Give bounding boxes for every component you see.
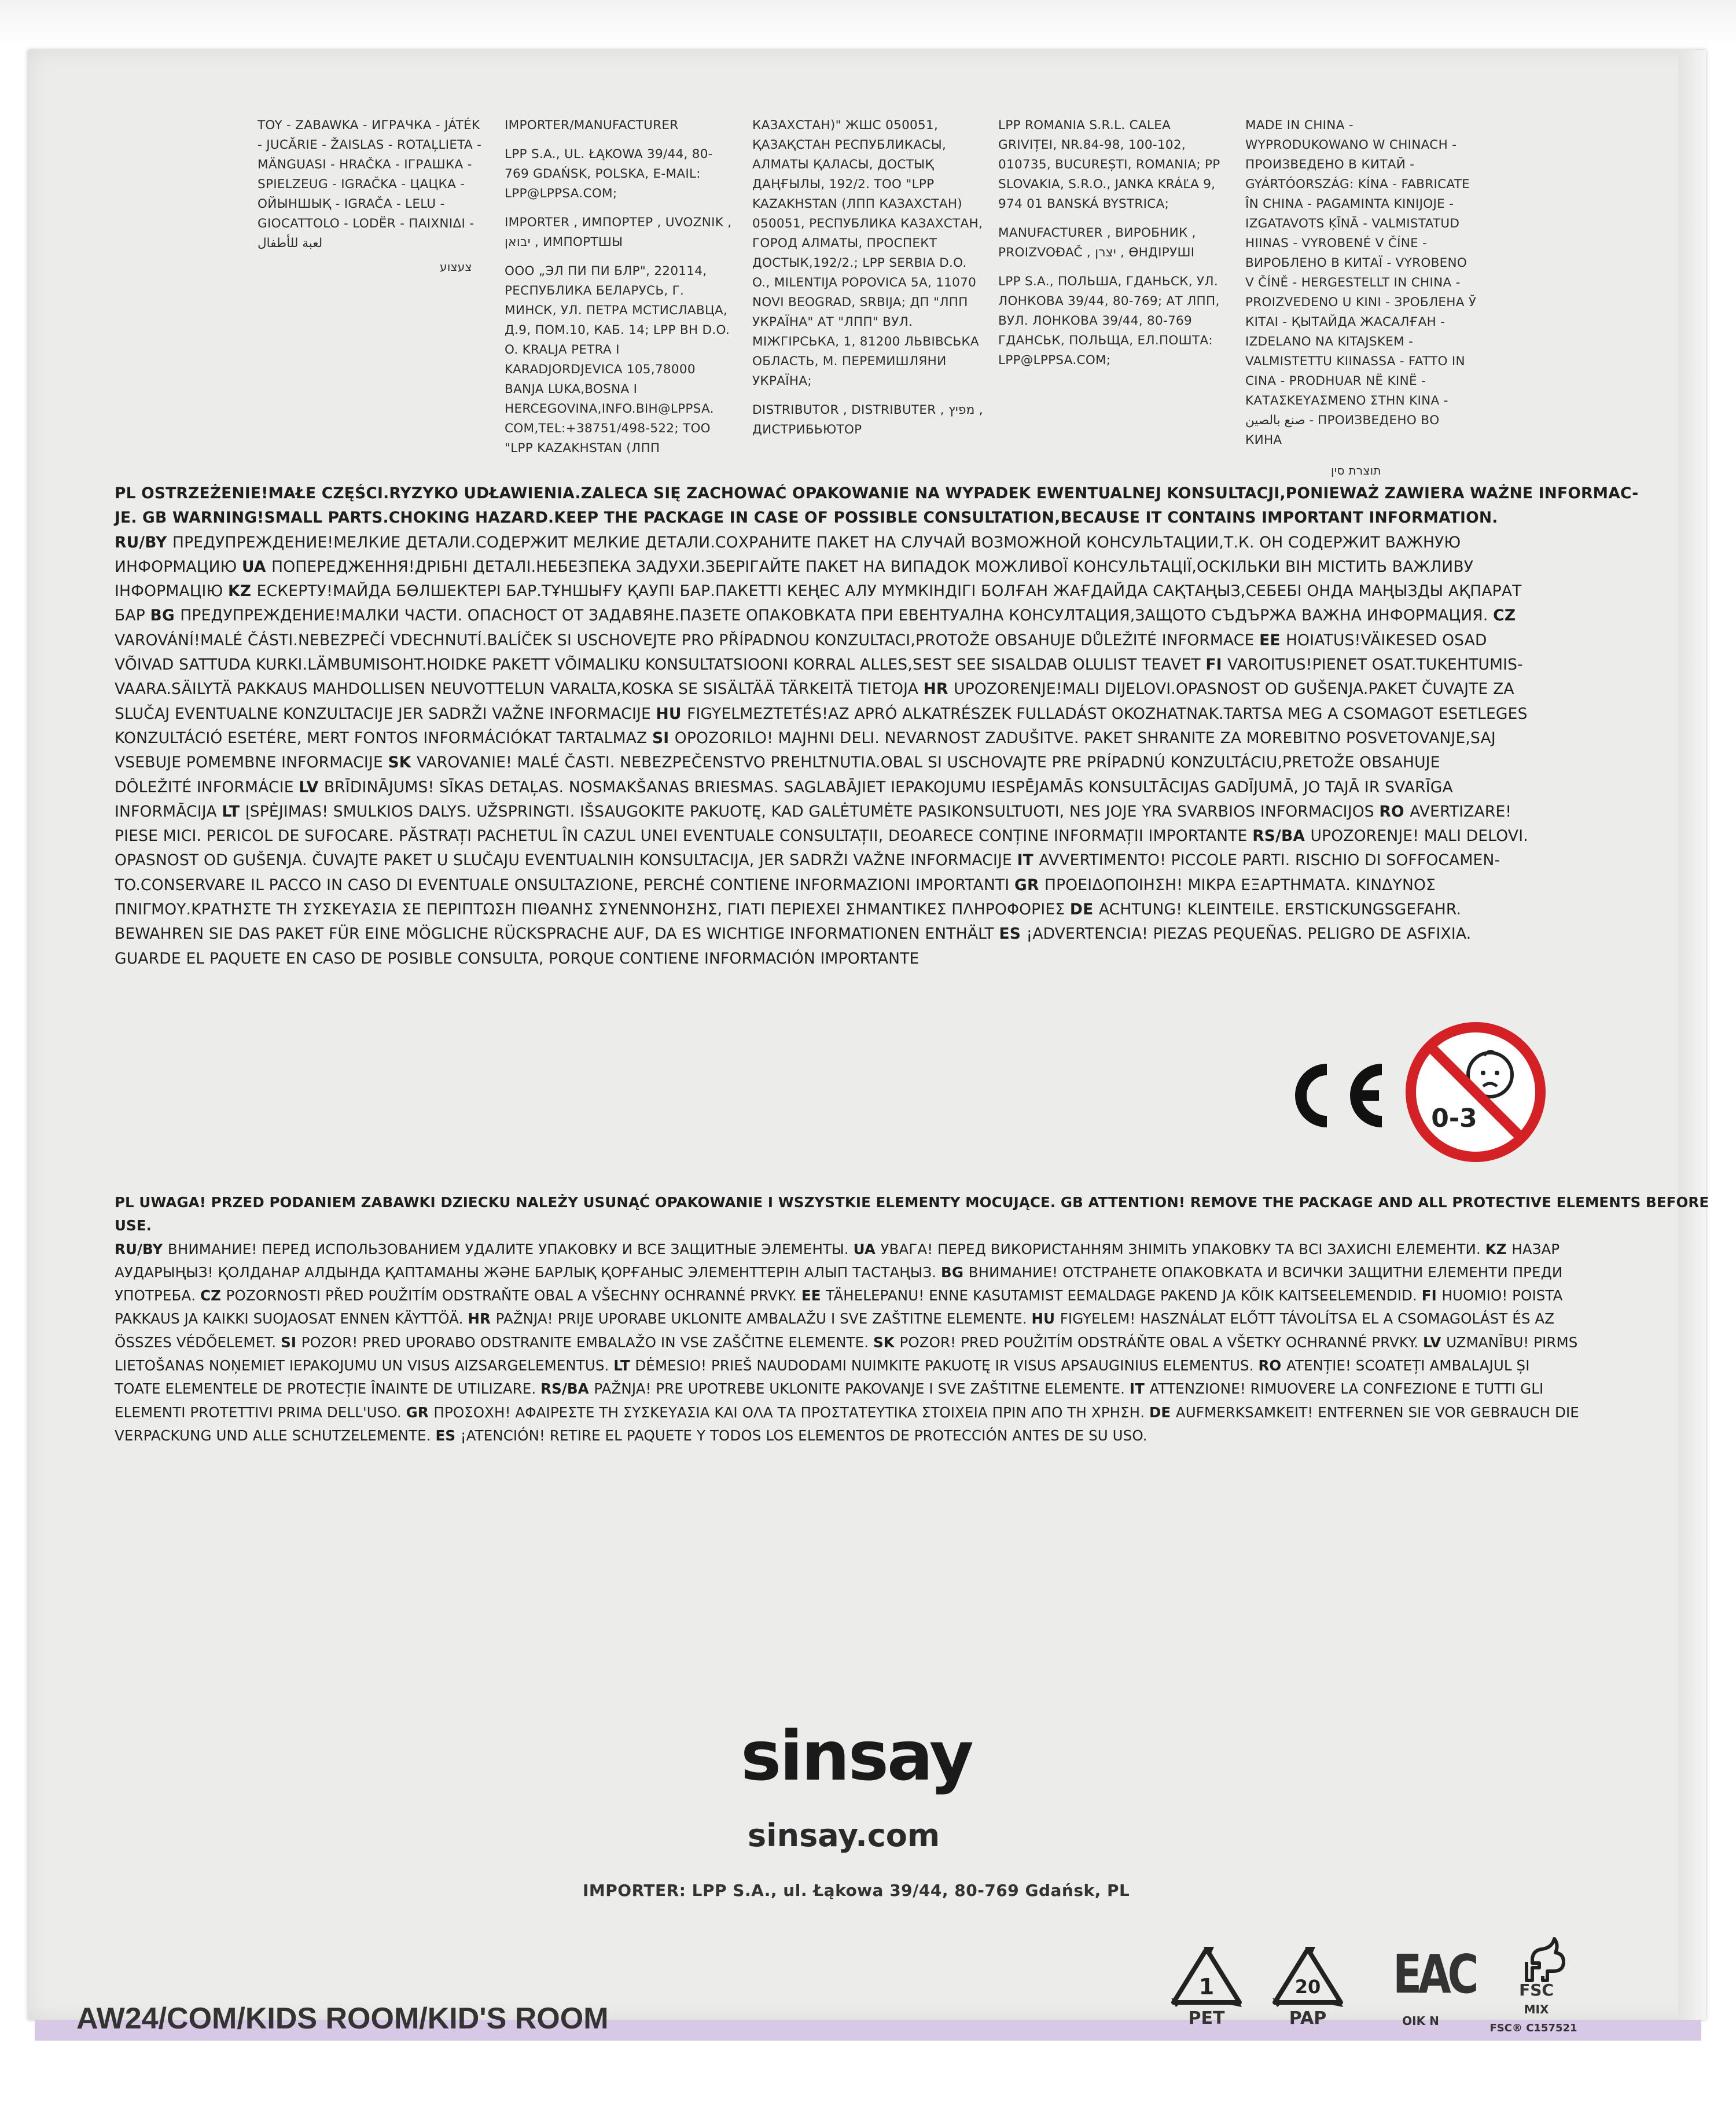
romania-manufacturer-column: [998, 116, 1220, 370]
warning-text: GUARDE EL PAQUETE EN CASO DE POSIBLE CONSULTA, PORQUE CONTIENE INFORMACIÓN IMPORTANTE: [115, 949, 920, 968]
label-line: ДАҢҒЫЛЫ, 192/2. ТОО "LPP: [752, 177, 935, 192]
warning-text: VÕIVAD SATTUDA KURKI.LÄMBUMISOHT.HOIDKE PAKETT VÕIMALIKU KONSULTATSIOONI KORRAL ALLES,SEST SEE SISALDAB OLULIST TEAVET: [115, 656, 1206, 674]
label-line: ОБЛАСТЬ, М. ПЕРЕМИШЛЯНИ: [752, 354, 947, 369]
warning-text: ПРЕДУПРЕЖДЕНИЕ!МЕЛКИЕ ДЕТАЛИ.СОДЕРЖИТ МЕЛКИЕ ДЕТАЛИ.СОХРАНИТЕ ПАКЕТ НА СЛУЧАЙ ВОЗМОЖНОЙ КОНСУЛЬТАЦИИ,Т.К. ОН СОДЕРЖИТ ВАЖНУЮ: [172, 533, 1461, 552]
warning-text: БАР: [115, 607, 150, 625]
label-line: COM,TEL:+38751/498-522; ТОО: [505, 421, 711, 436]
warning-text: DĖMESIO! PRIEŠ NAUDODAMI NUIMKITE PAKUOTĘ IR VISUS APSAUGINIUS ELEMENTUS.: [635, 1357, 1259, 1374]
warning-text: ВНИМАНИЕ! ОТСТРАНЕТЕ ОПАКОВКАТА И ВСИЧКИ ЗАЩИТНИ ЕЛЕМЕНТИ ПРЕДИ: [968, 1263, 1563, 1281]
warning-line: [115, 800, 1590, 824]
warning-text: ПОПЕРЕДЖЕННЯ!ДРІБНІ ДЕТАЛІ.НЕБЕЗПЕКА ЗАДУХИ.ЗБЕРІГАЙТЕ ПАКЕТ НА ВИПАДОК МОЖЛИВОЇ КОНСУЛЬТАЦІЇ,ОСКІЛЬКИ ВІН МІСТИТЬ ВАЖЛИВУ: [271, 557, 1474, 576]
warning-language-code: ES: [999, 925, 1027, 943]
warning-language-code: SI: [652, 729, 675, 747]
warning-text: AVVERTIMENTO! PICCOLE PARTI. RISCHIO DI SOFFOCAMEN-: [1039, 851, 1500, 870]
label-line: V ČÍNĚ - HERGESTELLT IN CHINA -: [1245, 275, 1461, 290]
warning-line: [115, 776, 1590, 800]
warning-line: [115, 751, 1590, 775]
warning-text: HOIATUS!VÄIKESED OSAD: [1286, 631, 1487, 649]
label-line: ДИСТРИБЬЮТОР: [752, 422, 862, 437]
fsc-license-code: FSC® C157521: [1489, 2022, 1577, 2034]
label-line: МИНСК, УЛ. ПЕТРА МСТИСЛАВЦА,: [505, 303, 728, 318]
warning-language-code: GR: [406, 1403, 434, 1421]
label-line: WYPRODUKOWANO W CHINACH -: [1245, 138, 1457, 152]
warning-text: AUFMERKSAMKEIT! ENTFERNEN SIE VOR GEBRAUCH DIE: [1175, 1403, 1579, 1421]
warning-language-code: RS/BA: [540, 1380, 594, 1398]
warning-language-code: RO: [1379, 802, 1410, 821]
warning-line: [115, 629, 1590, 653]
warning-text: ΠΝΙΓΜΟΥ.ΚΡΑΤΗΣΤΕ ΤΗ ΣΥΣΚΕΥΑΣΙΑ ΣΕ ΠΕΡΙΠΤΩΣΗ ΠΙΘΑΝΗΣ ΣΥΝΕΝΝΟΗΣΗΣ, ΓΙΑΤΙ ΠΕΡΙΕΧΕΙ ΣΗΜΑΝΤΙΚΕΣ ΠΛΗΡΟΦΟΡΙΕΣ: [115, 901, 1070, 919]
label-line: GRIVIȚEI, NR.84-98, 100-102,: [998, 138, 1186, 152]
warning-line: [115, 531, 1590, 555]
label-line: GIOCATTOLO - LODËR - ΠΑΙΧΝΙΔΙ -: [258, 216, 475, 231]
warning-line: [115, 1191, 1709, 1214]
label-line: TOY - ZABAWKA - ИГРАЧКА - JÁTÉK: [258, 118, 480, 133]
warning-line: [115, 726, 1590, 751]
warning-language-code: HU: [1031, 1310, 1060, 1328]
warning-line: [115, 824, 1590, 848]
warning-language-code: RU/BY: [115, 1240, 168, 1258]
warning-text: ATTENZIONE! RIMUOVERE LA CONFEZIONE E TUTTI GLI: [1149, 1380, 1544, 1398]
label-line: УКРАЇНА" АТ "ЛПП" ВУЛ.: [752, 315, 913, 329]
label-line: LPP@LPPSA.COM;: [998, 353, 1111, 367]
warning-text: ATENȚIE! SCOATEȚI AMBALAJUL ȘI: [1286, 1357, 1530, 1374]
fsc-label: FSC: [1519, 1980, 1554, 2000]
label-line: O. KRALJA PETRA I: [505, 343, 620, 357]
toy-translations-column: [258, 116, 481, 253]
label-line: صنع بالصين - ПРОИЗВЕДЕНО ВО: [1245, 413, 1440, 428]
warning-text: VERPACKUNG UND ALLE SCHUTZELEMENTE.: [115, 1427, 436, 1444]
warning-text: УПОТРЕБА.: [115, 1287, 200, 1304]
warning-language-code: SI: [281, 1333, 301, 1351]
label-line: O., MILENTIJA POPOVICA 5A, 11070: [752, 275, 977, 290]
warning-text: VAARA.SÄILYTÄ PAKKAUS MAHDOLLISEN NEUVOTTELUN VARALTA,KOSKA SE SISÄLTÄÄ TÄRKEITÄ TIETOJA: [115, 680, 924, 699]
age-range-text: 0-3: [1431, 1104, 1477, 1133]
label-line: GYÁRTÓORSZÁG: KÍNA - FABRICATE: [1245, 177, 1470, 192]
label-line: ВУЛ. ЛОНКОВА 39/44, 80-769: [998, 314, 1193, 328]
warning-language-code: UA: [242, 557, 272, 576]
label-line: ПРОИЗВЕДЕНО В КИТАЙ -: [1245, 157, 1415, 172]
warning-text: PAKKAUS JA KAIKKI SUOJAOSAT ENNEN KÄYTTÖÄ.: [115, 1310, 468, 1328]
importer-address: IMPORTER: LPP S.A., ul. Łąkowa 39/44, 80-769 Gdańsk, PL: [583, 1881, 1130, 1900]
warning-language-code: DE: [1069, 901, 1099, 919]
warning-language-code: CZ: [200, 1287, 226, 1304]
label-line: - JUCĂRIE - ŽAISLAS - ROTAĻLIETA -: [258, 138, 482, 152]
label-line: MÄNGUASI - HRAČKA - ІГРАШКА -: [258, 157, 472, 172]
warning-text: POZOR! PRED UPORABO ODSTRANITE EMBALAŽO IN VSE ZAŠČITNE ELEMENTE.: [301, 1333, 874, 1351]
warning-text: TOATE ELEMENTELE DE PROTECȚIE ÎNAINTE DE UTILIZARE.: [115, 1380, 541, 1398]
warning-text: AVERTIZARE!: [1410, 802, 1512, 821]
warning-language-code: KZ: [228, 582, 257, 601]
label-line: NOVI BEOGRAD, SRBIJA; ДП "ЛПП: [752, 295, 968, 310]
recycling-pap-number: 20: [1294, 1976, 1321, 1998]
warning-language-code: SK: [873, 1333, 900, 1351]
label-line: ЛОНКОВА 39/44, 80-769; АТ ЛПП,: [998, 294, 1220, 308]
warning-line: [115, 604, 1590, 628]
warning-language-code: KZ: [1485, 1240, 1512, 1258]
warning-text: УВАГА! ПЕРЕД ВИКОРИСТАННЯМ ЗНІМІТЬ УПАКОВКУ ТА ВСІ ЗАХИСНІ ЕЛЕМЕНТИ.: [880, 1240, 1485, 1258]
warning-text: KONZULTÁCIÓ ESETÉRE, MERT FONTOS INFORMÁCIÓKAT TARTALMAZ: [115, 729, 653, 747]
warning-text: INFORMĀCIJA: [115, 802, 222, 821]
label-line: HIINAS - VYROBENÉ V ČÍNE -: [1245, 236, 1428, 251]
warning-language-code: HR: [923, 680, 954, 699]
label-line: ГОРОД АЛМАТЫ, ПРОСПЕКТ: [752, 236, 937, 251]
warning-text: DÔLEŽITÉ INFORMÁCIE: [115, 778, 299, 796]
warning-line: [115, 506, 1590, 530]
warning-language-code: RU/BY: [115, 533, 172, 552]
warning-line: [115, 1331, 1590, 1354]
warning-text: PAŽNJA! PRIJE UPORABE UKLONITE AMBALAŽU I SVE ZAŠTITNE ELEMENTE.: [495, 1310, 1032, 1328]
warning-text: HUOMIO! POISTA: [1441, 1287, 1563, 1304]
warning-line: [115, 579, 1590, 604]
warning-language-code: LV: [1423, 1333, 1447, 1351]
warning-text: PAŽNJA! PRE UPOTREBE UKLONITE PAKOVANJE I SVE ZAŠTITNE ELEMENTE.: [594, 1380, 1130, 1398]
warning-language-code: HU: [656, 704, 687, 723]
warning-line: [115, 1261, 1590, 1284]
label-line: LPP S.A., ПОЛЬША, ГДАНЬСК, УЛ.: [998, 274, 1219, 289]
warning-language-code: PL OSTRZEŻENIE!MAŁE CZĘŚCI.RYZYKO UDŁAWIENIA.ZALECA SIĘ ZACHOWAĆ OPAKOWANIE NA WYPADEK EWENTUALNEJ KONSULTACJI,PONIEWAŻ ZAWIERA WAŻNE INFORMAC-: [115, 484, 1639, 502]
label-line: LPP@LPPSA.COM;: [505, 186, 617, 201]
importer-column: [505, 116, 731, 458]
label-line: КАЗАХСТАН)" ЖШС 050051,: [752, 118, 939, 133]
label-line: 974 01 BANSKÁ BYSTRICA;: [998, 197, 1169, 211]
warning-line: [115, 1401, 1590, 1424]
warning-line: [115, 555, 1590, 579]
label-line: SPIELZEUG - IGRAČKA - ЦАЦКА -: [258, 177, 465, 192]
label-line: УКРАЇНА;: [752, 374, 812, 388]
warning-text: ¡ATENCIÓN! RETIRE EL PAQUETE Y TODOS LOS ELEMENTOS DE PROTECCIÓN ANTES DE SU USO.: [460, 1427, 1147, 1444]
warning-language-code: UA: [853, 1240, 881, 1258]
label-line: ÎN CHINA - PAGAMINTA KINIJOJE -: [1245, 197, 1454, 211]
website-url: sinsay.com: [748, 1817, 940, 1854]
warning-text: BEWAHREN SIE DAS PAKET FÜR EINE MÖGLICHE RÜCKSPRACHE AUF, DA ES WICHTIGE INFORMATIONEN ENTHÄLT: [115, 925, 999, 943]
label-line: KARADJORDJEVICA 105,78000: [505, 362, 696, 377]
warning-text: UPOZORENJE!MALI DIJELOVI.OPASNOST OD GUŠENJA.PAKET ČUVAJTE ZA: [954, 680, 1514, 699]
warning-line: [115, 922, 1590, 946]
warning-text: BRĪDINĀJUMS! SĪKAS DETAĻAS. NOSMAKŠANAS BRIESMAS. SAGLABĀJIET IEPAKOJUMU IESPĒJAMĀS KONSULTĀCIJAS GADĪJUMĀ, JO TAJĀ IR SVARĪGA: [323, 778, 1453, 796]
age-0-3-warning-icon: [1403, 1020, 1548, 1164]
eac-subtext: OIK N: [1402, 2014, 1439, 2028]
warning-text: ЕСКЕРТУ!МАЙДА БӨЛШЕКТЕРІ БАР.ТҰНШЫҒУ ҚАУПІ БАР.ПАКЕТТІ КЕҢЕС АЛУ МҮМКІНДІГІ БОЛҒАН ЖАҒДАЙДА САҚТАҢЫЗ,СЕБЕБІ ОНДА МАҢЫЗДЫ АҚПАРАТ: [256, 582, 1522, 601]
warning-language-code: LV: [299, 778, 324, 796]
warning-language-code: PL UWAGA! PRZED PODANIEM ZABAWKI DZIECKU NALEŻY USUNĄĆ OPAKOWANIE I WSZYSTKIE ELEMENTY MOCUJĄCE. GB ATTENTION! REMOVE THE PACKAGE AND ALL PROTECTIVE ELEMENTS BEFORE: [115, 1194, 1709, 1211]
background-top: [0, 0, 1736, 46]
warning-text: НАЗАР: [1511, 1240, 1560, 1258]
column-spacer: [998, 263, 1220, 272]
warning-language-code: GR: [1014, 876, 1044, 894]
column-spacer: [505, 252, 731, 262]
recycling-pet-label: PET: [1188, 2008, 1225, 2028]
label-line: 050051, РЕСПУБЛИКА КАЗАХСТАН,: [752, 216, 983, 231]
label-line: РЕСПУБЛИКА БЕЛАРУСЬ, Г.: [505, 284, 685, 298]
warning-text: ACHTUNG! KLEINTEILE. ERSTICKUNGSGEFAHR.: [1098, 901, 1462, 919]
warning-text: VAROVÁNÍ!MALÉ ČÁSTI.NEBEZPEČÍ VDECHNUTÍ.BALÍČEK SI USCHOVEJTE PRO PŘÍPADNOU KONZULTACI,PROTOŽE OBSAHUJE DŮLEŽITÉ INFORMACE: [115, 631, 1260, 649]
warning-text: OPASNOST OD GUŠENJA. ČUVAJTE PAKET U SLUČAJU EVENTUALNIH KONSULTACIJA, JER SADRŽI VAŽNE INFORMACIJE: [115, 851, 1017, 870]
warning-text: ÖSSZES VÉDŐELEMET.: [115, 1333, 281, 1351]
warning-line: [115, 482, 1639, 506]
column-spacer: [505, 204, 731, 213]
warning-language-code: RO: [1258, 1357, 1286, 1374]
sinsay-logo: sinsay: [741, 1716, 972, 1796]
warning-line: [115, 1284, 1590, 1307]
label-line: IZGATAVOTS ĶĪNĀ - VALMISTATUD: [1245, 216, 1460, 231]
label-line: 010735, BUCUREȘTI, ROMANIA; PP: [998, 157, 1220, 172]
warning-line: [115, 677, 1590, 701]
warning-language-code: DE: [1149, 1403, 1176, 1421]
warning-line: [115, 947, 1590, 971]
recycling-pet-number: 1: [1198, 1974, 1215, 2000]
warning-text: ІНФОРМАЦІЮ: [115, 582, 229, 601]
label-line: LPP S.A., UL. ŁĄKOWA 39/44, 80-: [505, 147, 713, 161]
warning-text: OPOZORILO! MAJHNI DELI. NEVARNOST ZADUŠITVE. PAKET SHRANITE ZA MOREBITNO POSVETOVANJE,SAJ: [674, 729, 1496, 747]
warning-text: VSEBUJE POMEMBNE INFORMACIJE: [115, 754, 388, 772]
label-line: MADE IN CHINA -: [1245, 118, 1354, 133]
recycling-pet-icon: [1169, 1945, 1244, 2008]
warning-language-code: FI: [1421, 1287, 1442, 1304]
column-spacer: [505, 135, 731, 145]
warning-text: PIESE MICI. PERICOL DE SUFOCARE. PĂSTRAȚI PACHETUL ÎN CAZUL UNEI EVENTUALE CONSULTAȚII, DEOARECE CONȚINE INFORMAȚII IMPORTANTE: [115, 827, 1253, 846]
label-line: 769 GDAŃSK, POLSKA, E-MAIL:: [505, 167, 701, 181]
eac-mark-icon: EAC: [1393, 1943, 1476, 2005]
warning-line: [115, 873, 1590, 898]
warning-text: ИНФОРМАЦИЮ: [115, 557, 242, 576]
warning-text: ΠΡΟΣΟΧΗ! ΑΦΑΙΡΕΣΤΕ ΤΗ ΣΥΣΚΕΥΑΣΙΑ ΚΑΙ ΟΛΑ ΤΑ ΠΡΟΣΤΑΤΕΥΤΙΚΑ ΣΤΟΙΧΕΙΑ ΠΡΙΝ ΑΠΟ ΤΗ ΧΡΗΣΗ.: [433, 1403, 1149, 1421]
warning-text: ПРЕДУПРЕЖДЕНИЕ!МАЛКИ ЧАСТИ. ОПАСНОСТ ОТ ЗАДАВЯНЕ.ПАЗЕТЕ ОПАКОВКАТА ПРИ ЕВЕНТУАЛНА КОНСУЛТАЦИЯ,ЗАЩОТО СЪДЪРЖА ВАЖНА ИНФОРМАЦИЯ.: [180, 607, 1494, 625]
warning-text: POZOR! PRED POUŽITÍM ODSTRÁŇTE OBAL A VŠETKY OCHRANNÉ PRVKY.: [899, 1333, 1424, 1351]
warning-line: [115, 1424, 1590, 1447]
warning-text: АУДАРЫҢЫЗ! ҚОЛДАНАР АЛДЫНДА ҚАПТАМАНЫ ЖӘНЕ БАРЛЫҚ ҚОРҒАНЫС ЭЛЕМЕНТТЕРІН АЛЫП ТАСТАҢЫЗ.: [115, 1263, 941, 1281]
warning-language-code: HR: [468, 1310, 496, 1328]
warning-line: [115, 1238, 1590, 1261]
column-spacer: [998, 214, 1220, 223]
label-line: IMPORTER , ИМПОРТЕР , UVOZNIK ,: [505, 215, 732, 230]
importer-continued-column: [752, 116, 983, 440]
label-line: VALMISTETTU KIINASSA - FATTO IN: [1245, 354, 1465, 369]
warning-line: [115, 1307, 1590, 1331]
label-line: ООО „ЭЛ ПИ ПИ БЛР", 220114,: [505, 264, 707, 278]
warning-text: VAROITUS!PIENET OSAT.TUKEHTUMIS-: [1227, 656, 1523, 674]
label-line: "LPP KAZAKHSTAN (ЛПП: [505, 441, 660, 455]
label-line: DISTRIBUTOR , DISTRIBUTER , מפיץ ,: [752, 403, 983, 417]
fsc-mix-label: MIX: [1524, 2002, 1549, 2016]
warning-text: TÄHELEPANU! ENNE KASUTAMIST EEMALDAGE PAKEND JA KÕIK KAITSEELEMENDID.: [826, 1287, 1422, 1304]
warning-line: [115, 1354, 1590, 1377]
warning-text: ELEMENTI PROTETTIVI PRIMA DELL'USO.: [115, 1403, 406, 1421]
label-line: ДОСТЫК,192/2.; LPP SERBIA D.O.: [752, 256, 967, 270]
warning-language-code: LT: [613, 1357, 635, 1374]
label-line: PROIZVOĐAČ , יצרן , ӨНДІРУШІ: [998, 245, 1195, 260]
recycling-pap-label: PAP: [1289, 2008, 1327, 2028]
warning-language-code: IT: [1129, 1380, 1150, 1398]
warning-text: VAROVANIE! MALÉ ČASTI. NEBEZPEČENSTVO PREHLTNUTIA.OBAL SI USCHOVAJTE PRE PRÍPADNÚ KONZULTÁCIU,PRETOŽE OBSAHUJE: [416, 754, 1440, 772]
label-line: CINA - PRODHUAR NË KINË -: [1245, 374, 1426, 388]
warning-language-code: BG: [150, 607, 181, 625]
warning-text: TO.CONSERVARE IL PACCO IN CASO DI EVENTUALE ONSULTAZIONE, PERCHÉ CONTIENE INFORMAZIONI IMPORTANTI: [115, 876, 1015, 894]
warning-language-code: FI: [1205, 656, 1228, 674]
small-parts-warning-block: [115, 482, 1639, 971]
warning-line: [115, 1377, 1590, 1401]
warning-line: [115, 898, 1590, 922]
warning-text: SLUČAJ EVENTUALNE KONZULTACIJE JER SADRŽI VAŽNE INFORMACIJE: [115, 704, 656, 723]
label-line: ВИРОБЛЕНО В КИТАЇ - VYROBENO: [1245, 256, 1467, 270]
warning-line: [115, 848, 1590, 873]
warning-text: POZORNOSTI PŘED POUŽITÍM ODSTRAŇTE OBAL A VŠECHNY OCHRANNÉ PRVKY.: [226, 1287, 801, 1304]
label-line: IZDELANO NA KITAJSKEM -: [1245, 335, 1414, 349]
warning-text: ΠΡΟΕΙΔΟΠΟΙΗΣΗ! ΜΙΚΡΑ ΕΞΑΡΤΗΜΑΤΑ. ΚΙΝΔΥΝΟΣ: [1044, 876, 1436, 894]
warning-language-code: JE. GB WARNING!SMALL PARTS.CHOKING HAZARD.KEEP THE PACKAGE IN CASE OF POSSIBLE CONSULTATION,BECAUSE IT CONTAINS IMPORTANT INFORMATION.: [115, 509, 1498, 527]
warning-language-code: LT: [222, 802, 245, 821]
label-line: LPP ROMANIA S.R.L. CALEA: [998, 118, 1171, 133]
warning-text: ¡ADVERTENCIA! PIEZAS PEQUEÑAS. PELIGRO DE ASFIXIA.: [1026, 925, 1472, 943]
warning-text: ВНИМАНИЕ! ПЕРЕД ИСПОЛЬЗОВАНИЕМ УДАЛИТЕ УПАКОВКУ И ВСЕ ЗАЩИТНЫЕ ЭЛЕМЕНТЫ.: [167, 1240, 854, 1258]
product-code: AW24/COM/KIDS ROOM/KID'S ROOM: [76, 2002, 609, 2035]
label-line: SLOVAKIA, S.R.O., JANKA KRÁĽA 9,: [998, 177, 1216, 192]
warning-text: FIGYELMEZTETÉS!AZ APRÓ ALKATRÉSZEK FULLADÁST OKOZHATNAK.TARTSA MEG A CSOMAGOT ESETLEGES: [687, 704, 1528, 723]
label-line: KAZAKHSTAN (ЛПП КАЗАХСТАН): [752, 197, 962, 211]
label-line: ГДАНСЬК, ПОЛЬЩА, ЕЛ.ПОШТА:: [998, 333, 1213, 348]
label-line: HERCEGOVINA,INFO.BIH@LPPSA.: [505, 402, 714, 416]
label-line: ҚАЗАҚСТАН РЕСПУБЛИКАСЫ,: [752, 138, 947, 152]
warning-language-code: USE.: [115, 1217, 152, 1234]
warning-text: UZMANĪBU! PIRMS: [1446, 1333, 1578, 1351]
warning-line: [115, 1214, 1590, 1237]
label-line: ОЙЫНШЫҚ - IGRAČA - LELU -: [258, 197, 445, 211]
warning-language-code: EE: [801, 1287, 826, 1304]
warning-language-code: BG: [941, 1263, 969, 1281]
made-in-china-hebrew-label: תוצרת סין: [1331, 464, 1381, 477]
warning-text: UPOZORENJE! MALI DELOVI.: [1310, 827, 1528, 846]
package-side-edge: [1678, 50, 1706, 2020]
label-line: IMPORTER/MANUFACTURER: [505, 118, 679, 133]
warning-text: LIETOŠANAS NOŅEMIET IEPAKOJUMU UN VISUS AIZSARGELEMENTUS.: [115, 1357, 614, 1374]
warning-language-code: SK: [388, 754, 417, 772]
warning-language-code: CZ: [1493, 607, 1516, 625]
recycling-pap-icon: [1270, 1945, 1345, 2008]
label-line: BANJA LUKA,BOSNA I: [505, 382, 638, 396]
label-line: MANUFACTURER , ВИРОБНИК ,: [998, 226, 1196, 240]
ce-mark-icon: [1278, 1052, 1393, 1139]
warning-text: FIGYELEM! HASZNÁLAT ELŐTT TÁVOLÍTSA EL A CSOMAGOLÁST ÉS AZ: [1060, 1310, 1555, 1328]
toy-hebrew-label: צעצוע: [440, 260, 472, 274]
warning-line: [115, 653, 1590, 677]
label-line: КИНА: [1245, 433, 1282, 447]
warning-language-code: EE: [1259, 631, 1286, 649]
warning-language-code: IT: [1017, 851, 1039, 870]
label-line: КІТАІ - ҚЫТАЙДА ЖАСАЛҒАН -: [1245, 315, 1446, 329]
label-line: יבואן , ИМПОРТШЫ: [505, 235, 623, 249]
warning-line: [115, 702, 1590, 726]
label-line: АЛМАТЫ ҚАЛАСЫ, ДОСТЫҚ: [752, 157, 934, 172]
warning-language-code: ES: [435, 1427, 461, 1444]
fsc-tree-icon: [1503, 1927, 1573, 1985]
label-line: Д.9, ПОМ.10, КАБ. 14; LPP BH D.O.: [505, 323, 730, 337]
remove-package-warning-block: [115, 1191, 1709, 1447]
label-line: МІЖГІРСЬКА, 1, 81200 ЛЬВІВСЬКА: [752, 335, 979, 349]
label-line: PROIZVEDENO U KINI - ЗРОБЛЕНА Ў: [1245, 295, 1477, 310]
warning-language-code: RS/BA: [1252, 827, 1311, 846]
label-line: ΚΑΤΑΣΚΕΥΑΣΜΕΝΟ ΣΤΗΝ ΚΙΝΑ -: [1245, 394, 1448, 408]
made-in-china-column: [1245, 116, 1476, 450]
warning-text: ĮSPĖJIMAS! SMULKIOS DALYS. UŽSPRINGTI. IŠSAUGOKITE PAKUOTĘ, KAD GALĖTUMĖTE PASIKONSULTUOTI, NES JOJE YRA SVARBIOS INFORMACIJOS: [245, 802, 1380, 821]
column-spacer: [752, 391, 983, 400]
label-line: لعبة للأطفال: [258, 236, 323, 251]
